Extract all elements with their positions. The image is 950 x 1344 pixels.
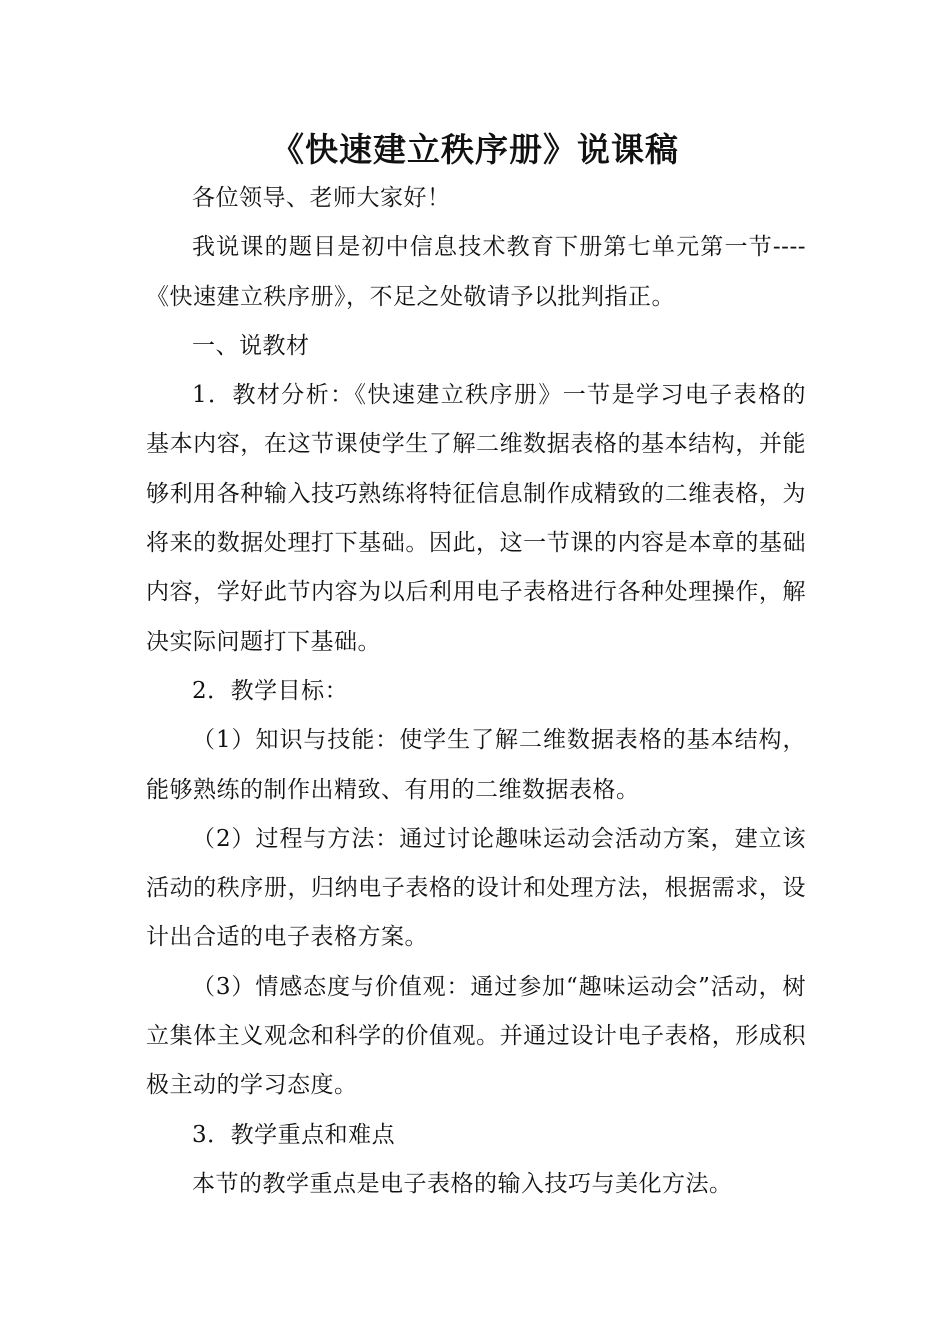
- paragraph-goal-emotion: （3）情感态度与价值观：通过参加“趣味运动会”活动，树立集体主义观念和科学的价值观。并通过设计电子表格，形成积极主动的学习态度。: [146, 973, 806, 1099]
- paragraph-topic: 我说课的题目是初中信息技术教育下册第七单元第一节----《快速建立秩序册》，不足之处敬请予以批判指正。: [146, 234, 806, 310]
- heading-teaching-goals: 2．教学目标：: [192, 677, 349, 704]
- paragraph-goal-process: （2）过程与方法：通过讨论趣味运动会活动方案，建立该活动的秩序册，归纳电子表格的设计和处理方法，根据需求，设计出合适的电子表格方案。: [146, 825, 806, 951]
- section-heading-textbook: 一、说教材: [192, 332, 310, 359]
- document-title: 《快速建立秩序册》说课稿: [271, 130, 679, 169]
- paragraph-textbook-analysis: 1．教材分析：《快速建立秩序册》一节是学习电子表格的基本内容，在这节课使学生了解二维数据表格的基本结构，并能够利用各种输入技巧熟练将特征信息制作成精致的二维表格，为将来的数据处理打下基础。因此，这一节课的内容是本章的基础内容，学好此节内容为以后利用电子表格进行各种处理操作，解决实际问题打下基础。: [146, 382, 806, 655]
- paragraph-key-point: 本节的教学重点是电子表格的输入技巧与美化方法。: [192, 1170, 733, 1197]
- document-body: [146, 174, 806, 1209]
- heading-key-points: 3．教学重点和难点: [192, 1121, 396, 1148]
- paragraph-greeting: 各位领导、老师大家好！: [192, 185, 451, 211]
- paragraph-goal-knowledge: （1）知识与技能：使学生了解二维数据表格的基本结构，能够熟练的制作出精致、有用的二维数据表格。: [146, 727, 806, 803]
